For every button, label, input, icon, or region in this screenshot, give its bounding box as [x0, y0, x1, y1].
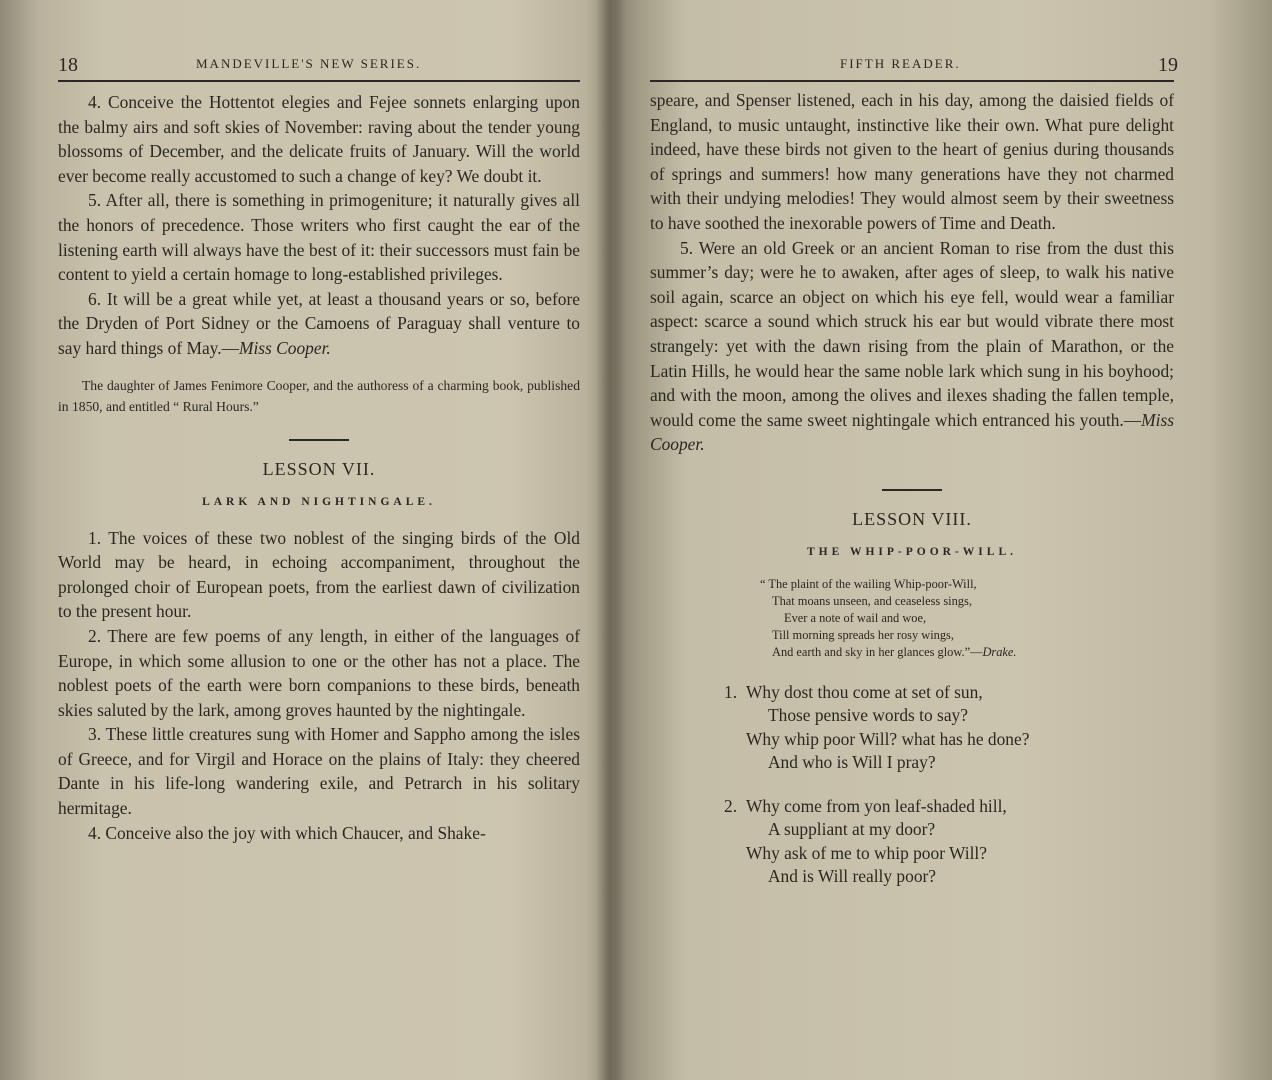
right-page [650, 0, 1178, 1080]
paragraph-5-text: 5. Were an old Greek or an ancient Roman to rise from the dust this summer’s day; were he to awaken, after ages of sleep, to walk his native soil again, scarce an object on which his eye fell, would wear a familiar aspect: scarce a sound which struck his ear but would vibrate there most strangely: yet with the dawn rising from the plain of Marathon, or the Latin Hills, he would hear the same noble lark which sung in his boyhood; and with the moon, among the olives and ilexes shading the fallen temple, would come the same sweet nightingale which entranced his youth.— [650, 237, 1174, 430]
header-rule-left [58, 80, 580, 82]
paragraph-continued: speare, and Spenser listened, each in his day, among the daisied fields of England, to music untaught, instinctive like their own. What pure delight indeed, have these birds not given to the heart of genius during thousands of springs and summers! how many generations have they not charmed with their undying melodies! They would almost seem by their sweetness to have soothed the inexorable powers of Time and Death. [650, 90, 1174, 233]
stanza-line: Why whip poor Will? what has he done? [746, 728, 1030, 749]
lesson-7-paragraph-1: 1. The voices of these two noblest of the singing birds of the Old World may be heard, in echoing accompaniment, throughout the prolonged choir of European poets, from the earliest dawn of civilization to the present hour. [58, 527, 580, 622]
section-divider-left [289, 439, 349, 441]
stanza-2 [724, 795, 1174, 889]
epigraph-line: That moans unseen, and ceaseless sings, [772, 593, 972, 608]
stanza-number: 2. [724, 795, 738, 816]
lesson-7-paragraph-3: 3. These little creatures sung with Homer and Sappho among the isles of Greece, and for Virgil and Horace on the plains of Italy: they cheered Dante in his life-long wandering exile, and Petrarch in his solitary hermitage. [58, 724, 580, 819]
left-running-head [58, 48, 580, 82]
paragraph-6-left [58, 287, 580, 361]
epigraph-line-text: And earth and sky in her glances glow.”— [772, 644, 983, 659]
epigraph [760, 576, 1174, 661]
stanza-1 [724, 681, 1174, 775]
stanza-line: Those pensive words to say? [768, 705, 968, 726]
page-number-left: 18 [58, 54, 78, 76]
running-title-left: MANDEVILLE'S NEW SERIES. [196, 56, 422, 71]
right-running-head [650, 48, 1178, 82]
stanza-number: 1. [724, 681, 738, 702]
lesson-8-title: LESSON VIII. [852, 508, 972, 529]
stanza-line-text: Why come from yon leaf-shaded hill, [746, 795, 1007, 816]
stanza-line: A suppliant at my door? [768, 819, 936, 840]
lesson-8-subtitle: THE WHIP-POOR-WILL. [807, 545, 1017, 558]
attribution-miss-cooper-2: Miss Cooper. [650, 409, 1174, 455]
paragraph-5-right [650, 236, 1174, 457]
lesson-7-paragraph-2: 2. There are few poems of any length, in either of the languages of Europe, in which some allusion to one or the other has not a place. The noblest poets of the earth were born companions to these birds, beneath skies saluted by the lark, among groves haunted by the nightingale. [58, 625, 580, 720]
stanza-line-text: Why dost thou come at set of sun, [746, 681, 983, 702]
epigraph-author: Drake. [982, 644, 1017, 659]
footnote: The daughter of James Fenimore Cooper, and the authoress of a charming book, published in 1850, and entitled “ Rural Hours.” [58, 377, 580, 414]
epigraph-line [760, 644, 1174, 661]
page-number-right: 19 [1158, 54, 1178, 76]
stanza-line: And who is Will I pray? [768, 752, 936, 773]
epigraph-line: Till morning spreads her rosy wings, [772, 627, 954, 642]
stanza-line [724, 681, 1174, 705]
left-page [58, 0, 580, 1080]
section-divider-right [882, 489, 942, 491]
running-title-right: FIFTH READER. [840, 56, 961, 71]
stanza-line: And is Will really poor? [768, 866, 937, 887]
stanza-line: Why ask of me to whip poor Will? [746, 842, 987, 863]
paragraph-6-text: 6. It will be a great while yet, at least a thousand years or so, before the Dryden of Port Sidney or the Camoens of Paraguay shall venture to say hard things of May.— [58, 288, 580, 358]
attribution-miss-cooper: Miss Cooper. [238, 337, 331, 358]
lesson-7-title: LESSON VII. [262, 458, 376, 479]
epigraph-line: “ The plaint of the wailing Whip-poor-Will, [760, 576, 977, 591]
paragraph-4-left: 4. Conceive the Hottentot elegies and Fejee sonnets enlarging upon the balmy airs and soft skies of November: raving about the tender young blossoms of December, and the delicate fruits of January. Will the world ever become really accustomed to such a change of key? We doubt it. [58, 92, 580, 186]
header-rule-right [650, 80, 1174, 82]
paragraph-5-left: 5. After all, there is something in primogeniture; it naturally gives all the honors of precedence. Those writers who first caught the ear of the listening earth will always have the best of it: their successors must fain be content to yield a certain homage to long-established privileges. [58, 190, 580, 285]
lesson-7-subtitle: LARK AND NIGHTINGALE. [202, 495, 436, 508]
lesson-7-paragraph-4: 4. Conceive also the joy with which Chaucer, and Shake- [88, 822, 486, 843]
epigraph-line: Ever a note of wail and woe, [784, 610, 927, 625]
book-gutter [596, 0, 626, 1080]
stanza-line [724, 795, 1174, 819]
